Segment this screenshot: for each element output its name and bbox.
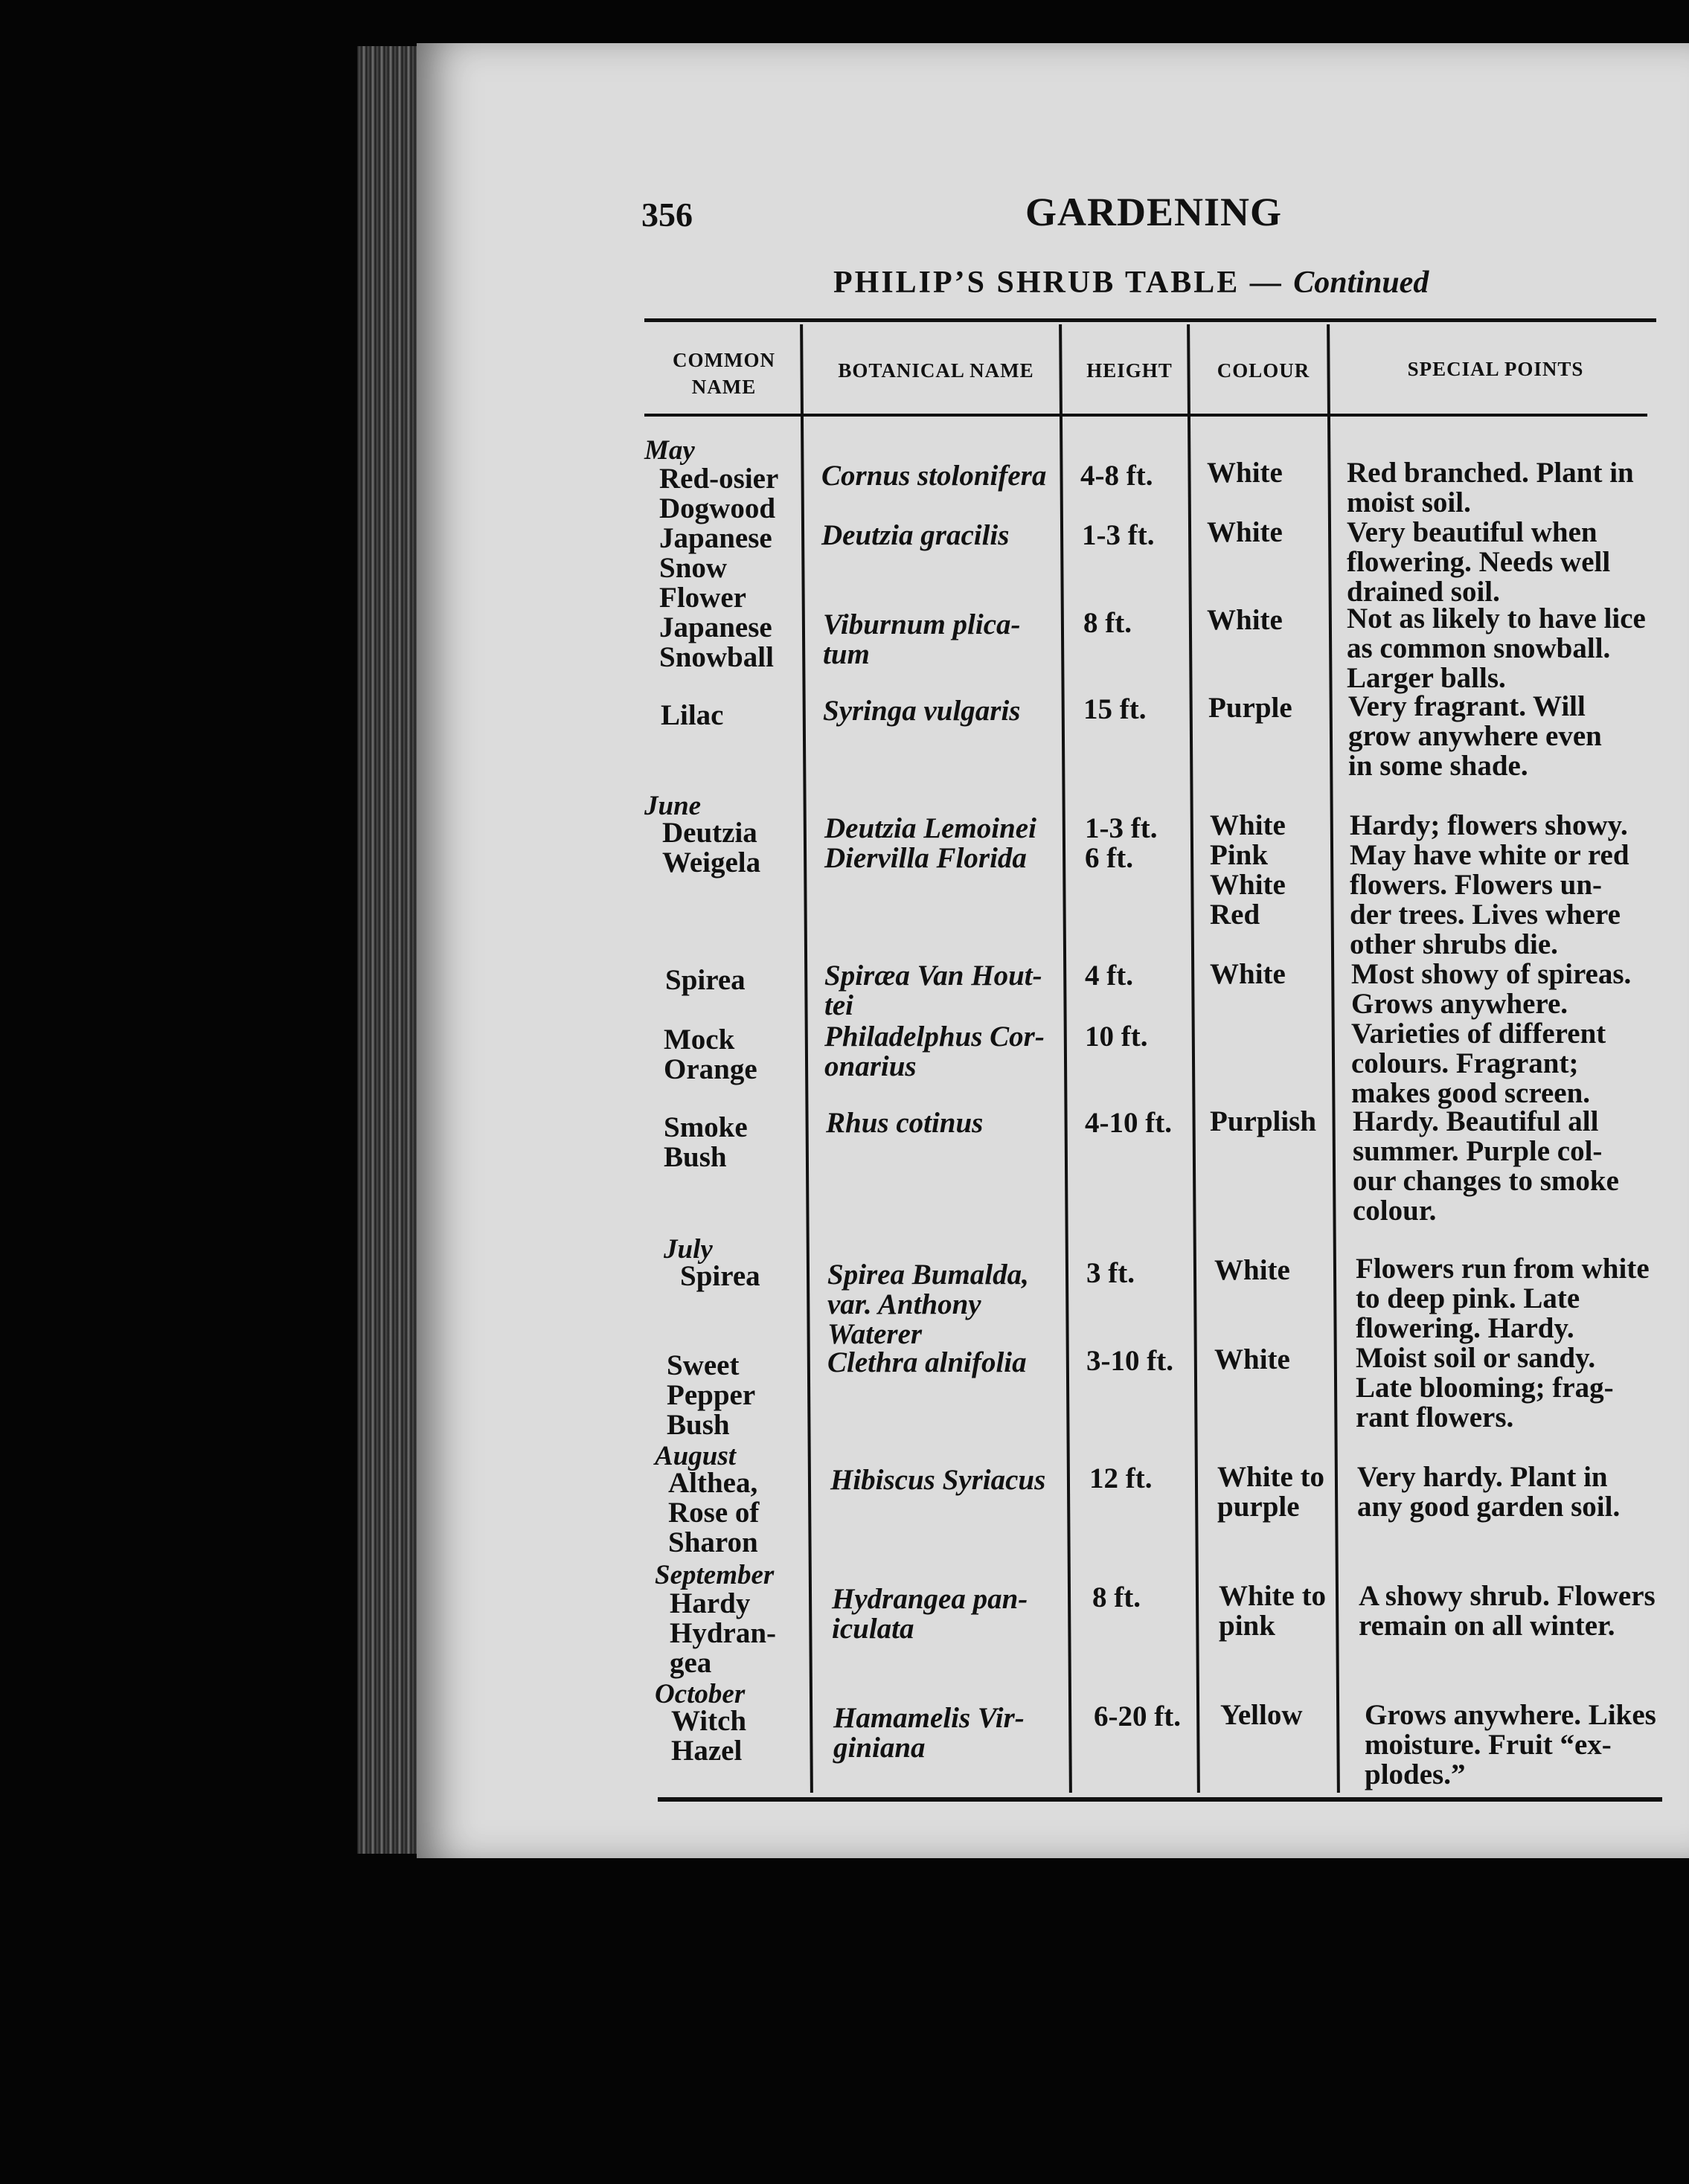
table-row-colour: Yellow	[1220, 1699, 1303, 1731]
table-row-botanical: Rhus cotinus	[826, 1107, 984, 1139]
header-height: HEIGHT	[1086, 359, 1173, 382]
table-row-common: Red-osier Dogwood	[659, 463, 779, 524]
table-row-colour: White to pink	[1219, 1580, 1327, 1642]
header-common-name: COMMON NAME	[673, 349, 775, 398]
table-row-special: Hardy. Beautiful all summer. Purple col- our changes to smoke colour.	[1353, 1105, 1619, 1227]
table-row-height: 4 ft.	[1085, 960, 1133, 992]
table-row-botanical: Spiræa Van Hout- tei	[824, 960, 1042, 1021]
table-row-common: Deutzia	[662, 817, 757, 849]
table-row-botanical: Deutzia Lemoinei	[824, 812, 1036, 844]
table-row-special: A showy shrub. Flowers remain on all winter.	[1359, 1580, 1656, 1642]
table-row-height: 8 ft.	[1083, 607, 1132, 639]
month-label: September	[655, 1560, 775, 1590]
table-row-special: Flowers run from white to deep pink. Late flowering. Hardy.	[1356, 1253, 1650, 1344]
month-label: May	[644, 435, 695, 466]
table-row-special: Very beautiful when flowering. Needs well drained soil.	[1347, 516, 1611, 608]
table-row-height: 6 ft.	[1085, 842, 1133, 874]
table-row-botanical: Clethra alnifolia	[827, 1346, 1027, 1378]
table-row-botanical: Philadelphus Cor- onarius	[824, 1021, 1045, 1082]
table-row-common: Spirea	[680, 1260, 760, 1292]
table-row-height: 4-8 ft.	[1080, 460, 1153, 492]
table-top-rule	[644, 318, 1656, 322]
table-bottom-rule	[658, 1797, 1662, 1802]
table-row-special: Hardy; flowers showy.	[1350, 809, 1628, 841]
table-row-colour: White	[1210, 809, 1286, 841]
month-label: October	[655, 1679, 746, 1709]
table-row-special: Varieties of different colours. Fragrant; makes good screen.	[1351, 1018, 1606, 1109]
table-row-special: Red branched. Plant in moist soil.	[1347, 457, 1634, 518]
table-title-main: PHILIP’S SHRUB TABLE —	[833, 266, 1283, 300]
table-title	[833, 265, 1429, 301]
header-botanical-name: BOTANICAL NAME	[838, 359, 1034, 382]
table-row-botanical: Diervilla Florida	[824, 842, 1027, 874]
table-row-height: 1-3 ft.	[1082, 519, 1155, 551]
table-row-colour: White to purple	[1217, 1461, 1325, 1523]
table-row-colour: White	[1207, 516, 1283, 548]
table-row-botanical: Hamamelis Vir- giniana	[833, 1702, 1025, 1764]
table-row-height: 1-3 ft.	[1085, 812, 1158, 844]
table-row-height: 15 ft.	[1083, 693, 1147, 725]
table-row-common: Lilac	[661, 699, 724, 731]
table-row-height: 10 ft.	[1085, 1021, 1148, 1053]
table-row-botanical: Cornus stolonifera	[821, 460, 1047, 492]
table-row-common: Weigela	[662, 847, 761, 879]
table-row-colour: White	[1210, 958, 1286, 990]
table-row-height: 12 ft.	[1089, 1462, 1153, 1494]
table-row-common: Japanese Snowball	[659, 611, 774, 673]
table-row-colour: White	[1214, 1343, 1290, 1375]
header-special-points: SPECIAL POINTS	[1407, 358, 1584, 380]
running-head: GARDENING	[1025, 190, 1283, 234]
table-row-common: Hardy Hydran- gea	[670, 1587, 777, 1679]
table-row-height: 3-10 ft.	[1086, 1345, 1173, 1377]
month-label: July	[664, 1234, 713, 1265]
table-row-height: 4-10 ft.	[1085, 1107, 1172, 1139]
table-row-botanical: Spirea Bumalda, var. Anthony Waterer	[827, 1259, 1029, 1350]
table-row-botanical: Viburnum plica- tum	[823, 608, 1021, 670]
table-row-special: Not as likely to have lice as common snowball. Larger balls.	[1347, 603, 1646, 694]
header-colour: COLOUR	[1217, 359, 1310, 382]
table-row-colour: Purple	[1208, 692, 1292, 724]
table-row-common: Japanese Snow Flower	[659, 522, 772, 614]
table-row-special: Grows anywhere. Likes moisture. Fruit “ex- plodes.”	[1365, 1699, 1656, 1790]
table-row-common: Althea, Rose of Sharon	[668, 1467, 760, 1558]
table-row-height: 3 ft.	[1086, 1257, 1135, 1289]
table-row-colour: Pink White Red	[1210, 839, 1286, 931]
table-row-botanical: Hydrangea pan- iculata	[832, 1583, 1028, 1645]
month-label: June	[644, 791, 702, 821]
table-row-colour: White	[1214, 1254, 1290, 1286]
table-row-special: Most showy of spireas. Grows anywhere.	[1351, 958, 1632, 1020]
table-row-common: Sweet Pepper Bush	[667, 1349, 756, 1441]
table-row-colour: White	[1207, 604, 1283, 636]
table-title-continued: Continued	[1293, 266, 1429, 300]
table-row-special: Very hardy. Plant in any good garden soil.	[1357, 1461, 1621, 1523]
table-row-botanical: Syringa vulgaris	[823, 695, 1021, 727]
table-row-colour: Purplish	[1210, 1105, 1317, 1137]
table-row-special: Moist soil or sandy. Late blooming; frag- rant flowers.	[1356, 1342, 1614, 1433]
header-bottom-rule	[644, 414, 1647, 417]
table-row-botanical: Hibiscus Syriacus	[830, 1464, 1046, 1496]
book-spine-edge	[357, 46, 424, 1854]
table-row-height: 6-20 ft.	[1094, 1700, 1181, 1732]
table-row-height: 8 ft.	[1092, 1581, 1141, 1613]
table-row-colour: White	[1207, 457, 1283, 489]
table-row-special: May have white or red flowers. Flowers un- der trees. Lives where other shrubs die.	[1350, 839, 1629, 960]
month-label: August	[655, 1441, 737, 1471]
page-number: 356	[641, 196, 693, 234]
table-row-special: Very fragrant. Will grow anywhere even in some shade.	[1348, 690, 1602, 782]
table-row-common: Mock Orange	[664, 1024, 757, 1085]
table-row-common: Witch Hazel	[671, 1705, 747, 1767]
table-row-common: Spirea	[665, 964, 746, 996]
table-row-botanical: Deutzia gracilis	[821, 519, 1010, 551]
table-row-common: Smoke Bush	[664, 1111, 748, 1173]
